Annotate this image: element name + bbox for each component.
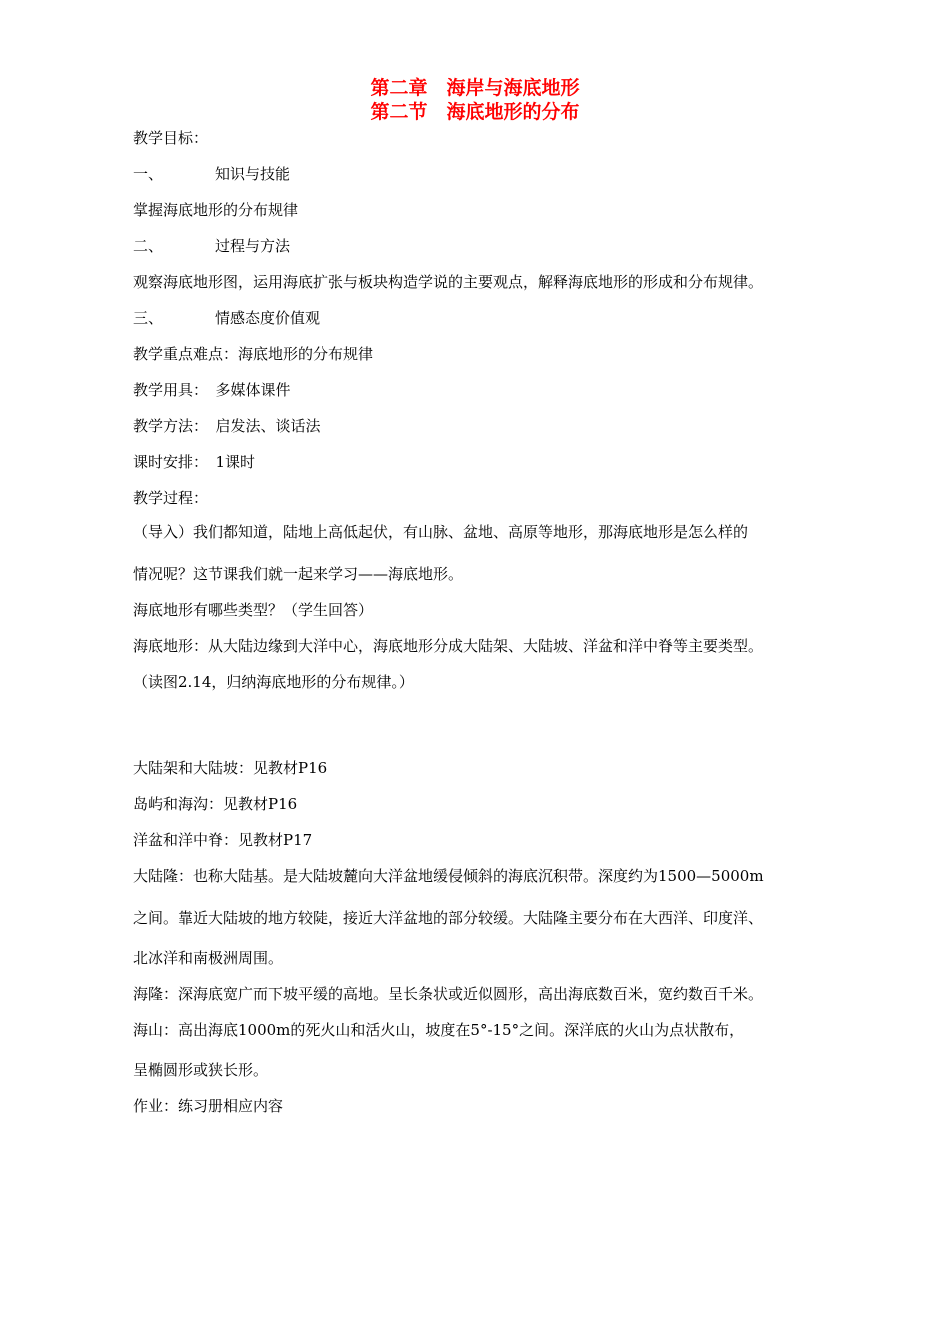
objective-item-2 [133,236,290,256]
question-text: 海底地形有哪些类型？（学生回答） [133,601,374,619]
chapter-title: 第二章 海岸与海底地形 [370,77,580,99]
intro-line-1: （导入）我们都知道，陆地上高低起伏，有山脉、盆地、高原等地形，那海底地形是怎么样的 [133,523,749,541]
knowledge-text: 掌握海底地形的分布规律 [133,201,299,219]
key-points: 教学重点难点：海底地形的分布规律 [133,345,374,363]
objectives-heading: 教学目标： [133,129,209,147]
shelf-slope-text: 大陆架和大陆坡：见教材P16 [133,759,328,777]
objective-label: 情感态度价值观 [215,309,321,327]
continental-rise-line-3: 北冰洋和南极洲周围。 [133,949,284,967]
seamount-line-1: 海山：高出海底1000m的死火山和活火山，坡度在5°-15°之间。深洋底的火山为点状散布， [133,1021,745,1039]
continental-rise-line-2: 之间。靠近大陆坡的地方较陡，接近大洋盆地的部分较缓。大陆隆主要分布在大西洋、印度洋、 [133,909,764,927]
intro-line-2: 情况呢？这节课我们就一起来学习——海底地形。 [133,565,464,583]
process-heading: 教学过程： [133,489,209,507]
objective-number: 一、 [133,165,164,183]
homework-text: 作业：练习册相应内容 [133,1097,284,1115]
objective-label: 过程与方法 [215,237,291,255]
read-figure-text: （读图2.14，归纳海底地形的分布规律。） [133,673,414,691]
objective-label: 知识与技能 [215,165,291,183]
class-schedule: 课时安排： 1课时 [133,453,256,471]
sea-rise-text: 海隆：深海底宽广而下坡平缓的高地。呈长条状或近似圆形，高出海底数百米，宽约数百千米。 [133,985,764,1003]
basin-ridge-text: 洋盆和洋中脊：见教材P17 [133,831,313,849]
teaching-tools: 教学用具： 多媒体课件 [133,381,291,399]
teaching-methods: 教学方法： 启发法、谈话法 [133,417,321,435]
islands-trench-text: 岛屿和海沟：见教材P16 [133,795,298,813]
objective-number: 二、 [133,237,164,255]
answer-text: 海底地形：从大陆边缘到大洋中心，海底地形分成大陆架、大陆坡、洋盆和洋中脊等主要类型。 [133,637,764,655]
section-title: 第二节 海底地形的分布 [370,101,580,123]
process-text: 观察海底地形图，运用海底扩张与板块构造学说的主要观点，解释海底地形的形成和分布规律。 [133,273,764,291]
objective-number: 三、 [133,309,164,327]
objective-item-3 [133,308,320,328]
seamount-line-2: 呈椭圆形或狭长形。 [133,1061,269,1079]
continental-rise-line-1: 大陆隆：也称大陆基。是大陆坡麓向大洋盆地缓侵倾斜的海底沉积带。深度约为1500—5000m [133,867,764,885]
objective-item-1 [133,164,290,184]
